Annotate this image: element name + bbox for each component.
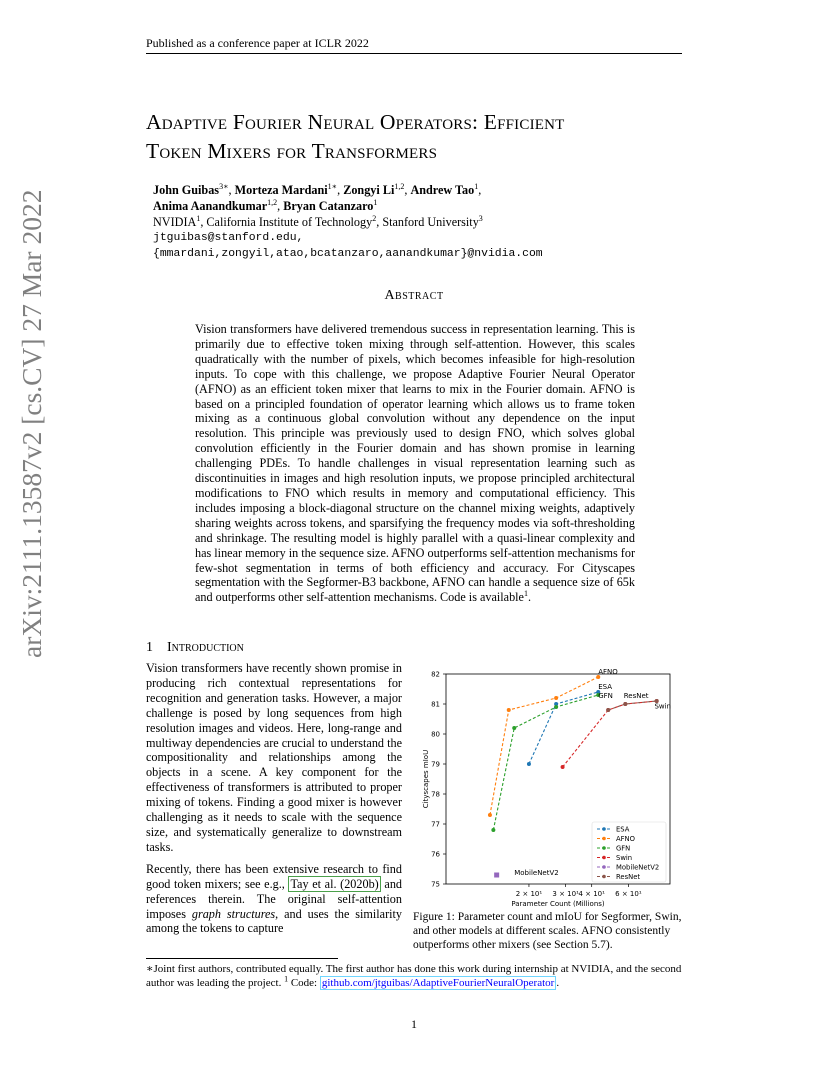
citation-link[interactable]: Tay et al. (2020b) (290, 876, 379, 891)
author-sup: 1 (474, 181, 479, 191)
affil-stanford: , Stanford University (376, 215, 479, 229)
author-sup: 1 (373, 197, 378, 207)
y-axis-label: Cityscapes mIoU (422, 749, 430, 809)
section-heading (146, 640, 244, 656)
author-name: John Guibas (153, 183, 220, 197)
header-rule (146, 53, 682, 54)
data-point-afno (488, 813, 492, 817)
author-sup: 1,2 (267, 197, 278, 207)
author-sup: 1∗ (327, 181, 338, 191)
title-line-1: Adaptive Fourier Neural Operators: Efficient (146, 110, 565, 134)
chart-annotation: ResNet (623, 692, 649, 700)
arxiv-id: arXiv:2111.13587v2 [cs.CV] 27 Mar 2022 (16, 189, 47, 658)
legend-label: ResNet (616, 873, 641, 881)
affil-sup: 1 (196, 213, 201, 223)
data-point-gfn (491, 828, 495, 832)
data-point-resnet (623, 702, 627, 706)
page-number: 1 (411, 1017, 417, 1031)
series-line-esa (529, 692, 598, 764)
running-header: Published as a conference paper at ICLR 2022 (146, 36, 369, 50)
legend-marker (602, 865, 606, 869)
data-point-afno (554, 696, 558, 700)
arxiv-stamp-svg (8, 189, 52, 660)
series-line-gfn (493, 695, 598, 830)
author-name: Andrew Tao (410, 183, 475, 197)
affil-sup: 2 (372, 213, 377, 223)
legend-label: MobileNetV2 (616, 863, 660, 872)
footnote-code-label: Code: (288, 977, 318, 989)
x-tick-label: 6 × 10¹ (615, 890, 642, 898)
author-block (153, 182, 673, 262)
affil-caltech: , California Institute of Technology (200, 215, 373, 229)
author-line-1: John Guibas$^{3∗}$, Morteza Mardani$^{1∗}$, Zongyi Li$^{1,2}$, Andrew Tao$^1$, (153, 181, 482, 197)
series-line-resnet (608, 701, 656, 710)
title-line-2: Token Mixers for Transformers (146, 139, 438, 163)
footnote-marker: 1 (523, 589, 528, 599)
arxiv-stamp (8, 189, 52, 660)
code-link[interactable]: github.com/jtguibas/AdaptiveFourierNeuralOperator (321, 977, 555, 989)
legend-marker (602, 827, 606, 831)
intro-paragraph-1: Vision transformers have recently shown promise in producing rich contextual representations for recognition and generation tasks. However, a major challenge is posed by long sequences from high resolution images and videos. Here, long-range and multiway dependencies are crucial to understand the compositionality and relationships among the objects in a scene. A key component for the effectiveness of transformers is attributed to proper mixing of tokens. Finding a good mixer is however challenging as it needs to scale with the sequence size, and systematically generalize to downstream tasks. (146, 661, 402, 854)
author-sup: 3∗ (219, 181, 229, 191)
author-name: Bryan Catanzaro (283, 199, 374, 213)
intro-text-a: Recently, there has been extensive research to find good token mixers; see e.g., (146, 861, 402, 891)
legend-label: ESA (616, 825, 630, 834)
data-point-esa (527, 762, 531, 766)
footnote-joint: ∗Joint first authors, contributed equally. The first author has done this work during internship at NVIDIA, and the second author was leading the project. (146, 963, 682, 989)
footnote (146, 962, 682, 990)
y-tick-label: 75 (431, 880, 440, 889)
legend-label: Swin (616, 854, 633, 862)
author-name: Morteza Mardani (234, 183, 328, 197)
affiliations (153, 214, 673, 230)
intro-text-b: and references therein. The original self-attention imposes (146, 876, 403, 921)
x-tick-label: 2 × 10¹ (515, 890, 543, 898)
intro-paragraph-2 (146, 862, 402, 937)
chart-svg (410, 662, 684, 910)
email-2: {mmardani,zongyil,atao,bcatanzaro,aanandkumar}@nvidia.com (153, 248, 543, 260)
data-point-resnet (606, 708, 610, 712)
x-tick-label: 4 × 10¹ (578, 890, 605, 898)
legend-marker (602, 875, 606, 879)
y-tick-label: 77 (431, 820, 440, 829)
data-point-swin (561, 765, 565, 769)
author-line-2: Anima Aanandkumar$^{1,2}$, Bryan Catanzaro$^1$ (153, 197, 378, 213)
section-number: 1 (146, 640, 153, 655)
intro-emphasis: graph structures (191, 906, 276, 921)
y-tick-label: 82 (431, 670, 440, 679)
legend-label: GFN (616, 844, 631, 853)
author-name: Anima Aanandkumar (153, 199, 268, 213)
chart-annotation: AFNO (598, 668, 618, 676)
intro-text-c: , and uses the similarity among the tokens to capture (146, 906, 402, 936)
footnote-rule (146, 958, 338, 959)
chart-annotation: Swin (654, 702, 672, 711)
abstract-heading: Abstract (384, 288, 444, 303)
abstract-text (195, 322, 635, 605)
y-tick-label: 81 (431, 700, 440, 709)
section-title: Introduction (167, 640, 244, 655)
x-tick-label: 3 × 10¹ (552, 890, 579, 898)
affil-sup: 3 (478, 213, 483, 223)
y-tick-label: 78 (431, 790, 440, 799)
legend-marker (602, 837, 606, 841)
affil-nvidia: NVIDIA (153, 215, 197, 229)
data-point-mobilenetv2 (494, 873, 499, 878)
author-name: Zongyi Li (343, 183, 395, 197)
data-point-afno (507, 708, 511, 712)
figure-caption: Figure 1: Parameter count and mIoU for Segformer, Swin, and other models at different scales. AFNO consistently outperforms other mixers (see Section 5.7). (413, 911, 682, 951)
y-tick-label: 79 (431, 760, 440, 769)
chart-annotation: MobileNetV2 (514, 869, 559, 877)
paper-title (146, 108, 706, 166)
chart-annotation: ESA (598, 683, 613, 691)
legend-marker (602, 846, 606, 850)
data-point-gfn (512, 726, 516, 730)
abstract-end: . (527, 590, 532, 605)
data-point-gfn (554, 705, 558, 709)
series-line-afno (490, 677, 598, 815)
footnote-sup: 1 (284, 974, 289, 984)
legend-marker (602, 856, 606, 860)
y-tick-label: 76 (431, 850, 440, 859)
footnote-end: . (556, 977, 560, 989)
legend-label: AFNO (616, 835, 635, 843)
y-tick-label: 80 (431, 730, 440, 739)
x-axis-label: Parameter Count (Millions) (511, 900, 605, 908)
intro-text (146, 661, 402, 943)
email-1: jtguibas@stanford.edu, (153, 232, 304, 244)
author-sup: 1,2 (394, 181, 405, 191)
chart-annotation: GFN (598, 692, 613, 700)
abstract-body: Vision transformers have delivered tremendous success in representation learning. This is primarily due to effective token mixing through self-attention. However, this scales quadratically with the number of pixels, which becomes infeasible for high-resolution inputs. To cope with this challenge, we propose Adaptive Fourier Neural Operator (AFNO) as an efficient token mixer that learns to mix in the Fourier domain. AFNO is based on a principled foundation of operator learning which allows us to frame token mixing as a continuous global convolution without any dependence on the input resolution. This principle was previously used to design FNO, which solves global convolution efficiently in the Fourier domain and has shown promise in learning challenging PDEs. To handle challenges in visual representation learning such as discontinuities in images and high resolution inputs, we propose principled architectural modifications to FNO which results in memory and computational efficiency. This includes imposing a block-diagonal structure on the channel mixing weights, adaptively sharing weights across tokens, and sparsifying the frequency modes via soft-thresholding and shrinkage. The resulting model is highly parallel with a quasi-linear complexity and has linear memory in the sequence size. AFNO outperforms self-attention mechanisms for few-shot segmentation in terms of both efficiency and accuracy. For Cityscapes segmentation with the Segformer-B3 backbone, AFNO can handle a sequence size of 65k and outperforms other self-attention mechanisms. Code is available (195, 322, 635, 605)
figure-1 (410, 662, 684, 910)
